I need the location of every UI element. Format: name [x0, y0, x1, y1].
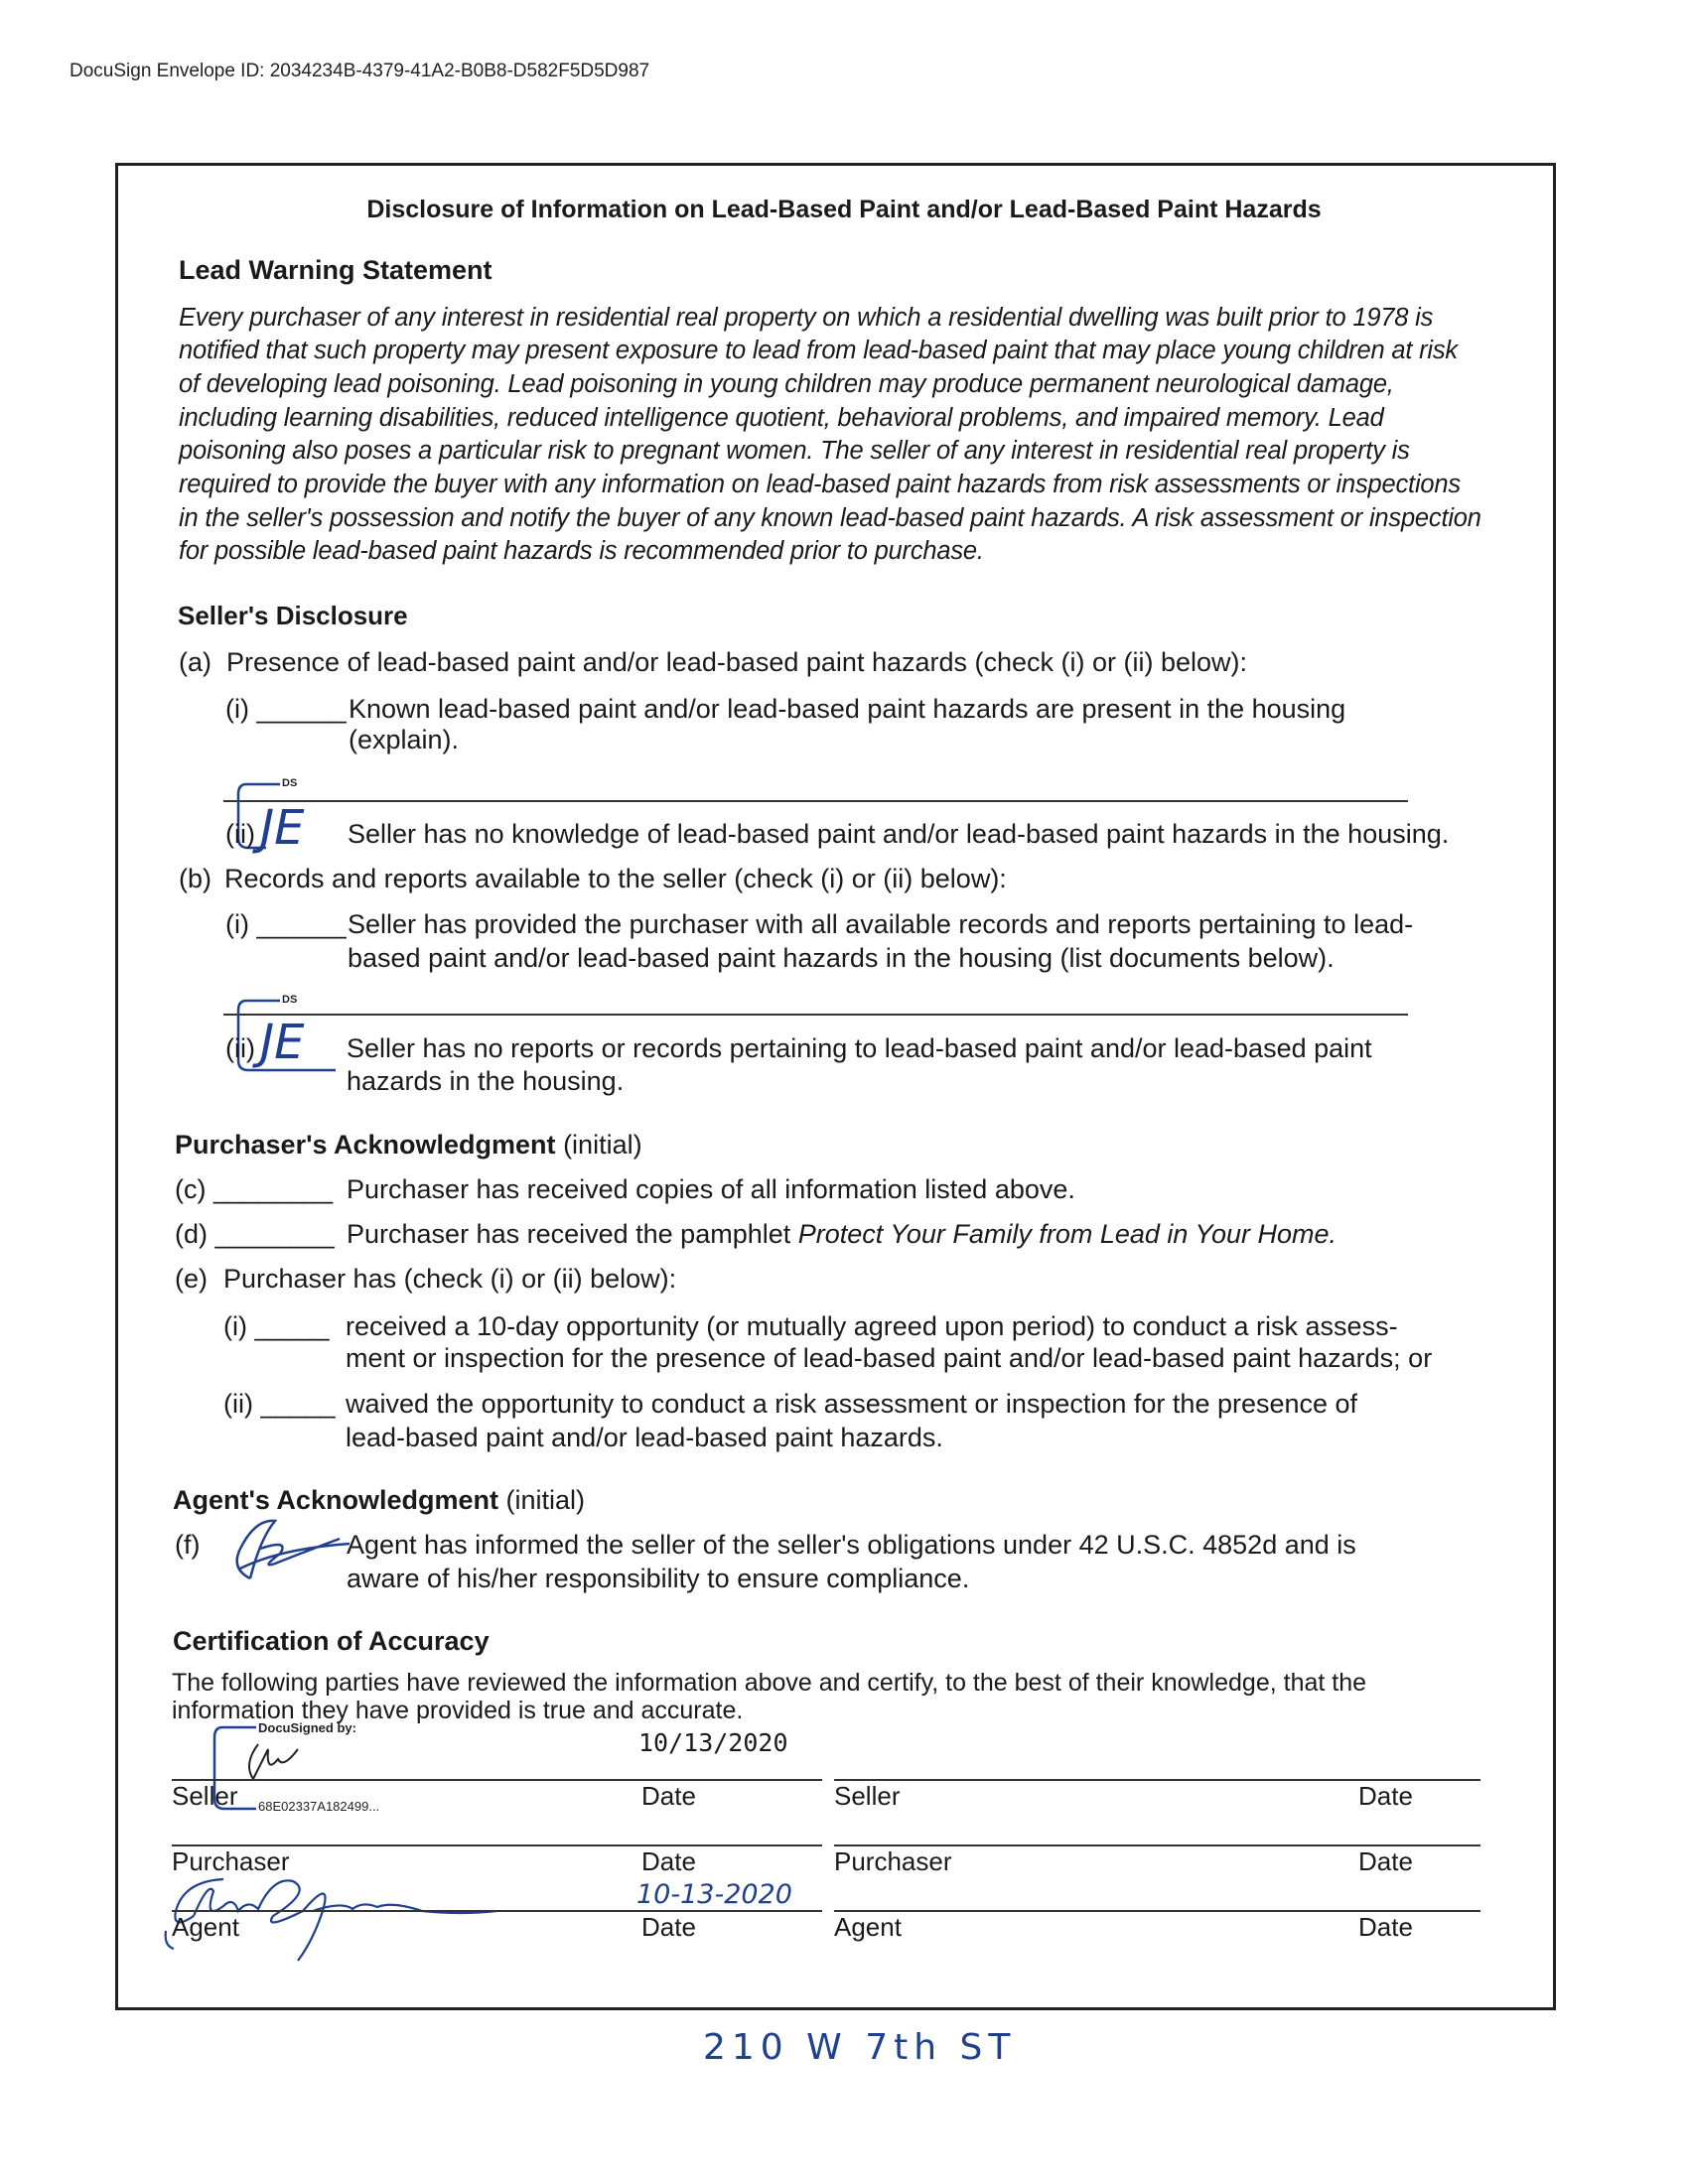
item-b-ii-text-2: hazards in the housing.	[347, 1066, 625, 1096]
item-f-label: (f)	[175, 1530, 201, 1560]
docusign-tag: DS	[282, 994, 298, 1006]
agent-2-label: Agent	[834, 1912, 902, 1942]
seller-2-date-label: Date	[1358, 1781, 1413, 1811]
signer-id: 68E02337A182499...	[258, 1799, 380, 1814]
warning-line: required to provide the buyer with any information on lead-based paint hazards from risk assessments or inspections	[179, 471, 1461, 498]
item-b-ii-label: (ii)	[225, 1033, 255, 1063]
seller-label: Seller	[172, 1781, 238, 1811]
warning-line: Every purchaser of any interest in residential real property on which a residential dwelling was built prior to 1978 is	[179, 304, 1434, 332]
explain-line	[223, 800, 1408, 802]
item-b-i-text: Seller has provided the purchaser with all available records and reports pertaining to lead-	[348, 909, 1414, 939]
agent-signed-date: 10-13-2020	[636, 1879, 792, 1910]
agent-date-label: Date	[641, 1912, 696, 1942]
warning-line: notified that such property may present exposure to lead from lead-based paint that may place young children at risk	[179, 337, 1458, 364]
item-a-ii-label: (ii)	[225, 819, 255, 849]
pamphlet-title: Protect Your Family from Lead in Your Home.	[797, 1219, 1337, 1249]
warning-line: for possible lead-based paint hazards is recommended prior to purchase.	[179, 537, 984, 565]
item-a-text: Presence of lead-based paint and/or lead-based paint hazards (check (i) or (ii) below):	[226, 647, 1248, 677]
purchasers-acknowledgment-heading	[175, 1130, 642, 1160]
item-f-text-2: aware of his/her responsibility to ensure compliance.	[347, 1564, 970, 1593]
item-e-ii-text-2: lead-based paint and/or lead-based paint hazards.	[346, 1423, 943, 1452]
docusign-tag: DS	[282, 777, 298, 789]
envelope-id: DocuSign Envelope ID: 2034234B-4379-41A2-B0B8-D582F5D5D987	[70, 61, 650, 81]
seller-initials-b: JE	[260, 1015, 305, 1070]
item-a-i-text: Known lead-based paint and/or lead-based paint hazards are present in the housing	[349, 694, 1346, 724]
item-a-ii-text: Seller has no knowledge of lead-based paint and/or lead-based paint hazards in the housing.	[348, 819, 1450, 849]
item-b-i-text-2: based paint and/or lead-based paint hazards in the housing (list documents below).	[348, 943, 1335, 973]
certification-heading: Certification of Accuracy	[173, 1626, 490, 1656]
seller-signature	[238, 1739, 308, 1789]
item-f-text: Agent has informed the seller of the seller's obligations under 42 U.S.C. 4852d and is	[347, 1530, 1356, 1560]
item-d-text-main: Purchaser has received the pamphlet	[347, 1219, 798, 1249]
agent-initials-signature	[220, 1509, 359, 1588]
purchaser-label: Purchaser	[172, 1846, 290, 1876]
item-c-blank[interactable]: (c) ________	[175, 1174, 334, 1204]
purchaser-heading-text: Purchaser's Acknowledgment	[175, 1130, 556, 1160]
purchaser-heading-note: (initial)	[563, 1130, 642, 1160]
warning-line: including learning disabilities, reduced intelligence quotient, behavioral problems, and impaired memory. Lead	[179, 404, 1384, 432]
documents-line	[223, 1014, 1408, 1016]
warning-line: poisoning also poses a particular risk to pregnant women. The seller of any interest in residential real property is	[179, 437, 1410, 465]
agent-label: Agent	[172, 1912, 239, 1942]
purchaser-date-label: Date	[641, 1846, 696, 1876]
seller-signature-line	[172, 1779, 822, 1781]
item-e-i-text-2: ment or inspection for the presence of lead-based paint and/or lead-based paint hazards; or	[346, 1343, 1433, 1373]
item-e-i-blank[interactable]: (i) _____	[223, 1311, 330, 1341]
warning-line: of developing lead poisoning. Lead poisoning in young children may produce permanent neurological damage,	[179, 370, 1394, 398]
seller-signed-date: 10/13/2020	[638, 1728, 788, 1757]
item-e-label: (e)	[175, 1264, 208, 1294]
purchaser-2-date-label: Date	[1358, 1846, 1413, 1876]
seller-initials-a: JE	[260, 800, 305, 856]
item-c-text: Purchaser has received copies of all information listed above.	[347, 1174, 1075, 1204]
sellers-disclosure-heading: Seller's Disclosure	[178, 601, 408, 630]
agent-signature-line	[172, 1910, 822, 1912]
agent-heading-note: (initial)	[505, 1485, 585, 1515]
warning-line: in the seller's possession and notify the buyer of any known lead-based paint hazards. A risk assessment or inspection	[179, 504, 1481, 532]
purchaser-2-label: Purchaser	[834, 1846, 952, 1876]
agent-heading-text: Agent's Acknowledgment	[173, 1485, 498, 1515]
agent-2-date-label: Date	[1358, 1912, 1413, 1942]
item-a-i-blank[interactable]: (i) ______	[225, 694, 347, 724]
item-a-i-text-2: (explain).	[349, 725, 460, 754]
item-b-label: (b)	[179, 864, 211, 893]
certification-text: The following parties have reviewed the information above and certify, to the best of their knowledge, that the	[172, 1669, 1367, 1697]
item-d-text	[347, 1219, 1336, 1250]
lead-warning-heading: Lead Warning Statement	[179, 255, 492, 285]
seller-2-label: Seller	[834, 1781, 901, 1811]
certification-text-2: information they have provided is true and accurate.	[172, 1697, 744, 1724]
item-a-label: (a)	[179, 647, 211, 677]
docusigned-by-label: DocuSigned by:	[258, 1720, 356, 1735]
item-e-ii-blank[interactable]: (ii) _____	[223, 1389, 336, 1419]
seller-date-label: Date	[641, 1781, 696, 1811]
item-b-text: Records and reports available to the seller (check (i) or (ii) below):	[224, 864, 1007, 893]
handwritten-address: 210 W 7th ST	[703, 2027, 1017, 2068]
item-b-i-blank[interactable]: (i) ______	[225, 909, 347, 939]
item-e-ii-text: waived the opportunity to conduct a risk assessment or inspection for the presence of	[346, 1389, 1358, 1419]
item-e-i-text: received a 10-day opportunity (or mutually agreed upon period) to conduct a risk assess-	[346, 1311, 1398, 1341]
form-title: Disclosure of Information on Lead-Based Paint and/or Lead-Based Paint Hazards	[366, 196, 1322, 223]
item-d-blank[interactable]: (d) ________	[175, 1219, 335, 1249]
item-b-ii-text: Seller has no reports or records pertaining to lead-based paint and/or lead-based paint	[347, 1033, 1372, 1063]
item-e-text: Purchaser has (check (i) or (ii) below):	[223, 1264, 677, 1294]
